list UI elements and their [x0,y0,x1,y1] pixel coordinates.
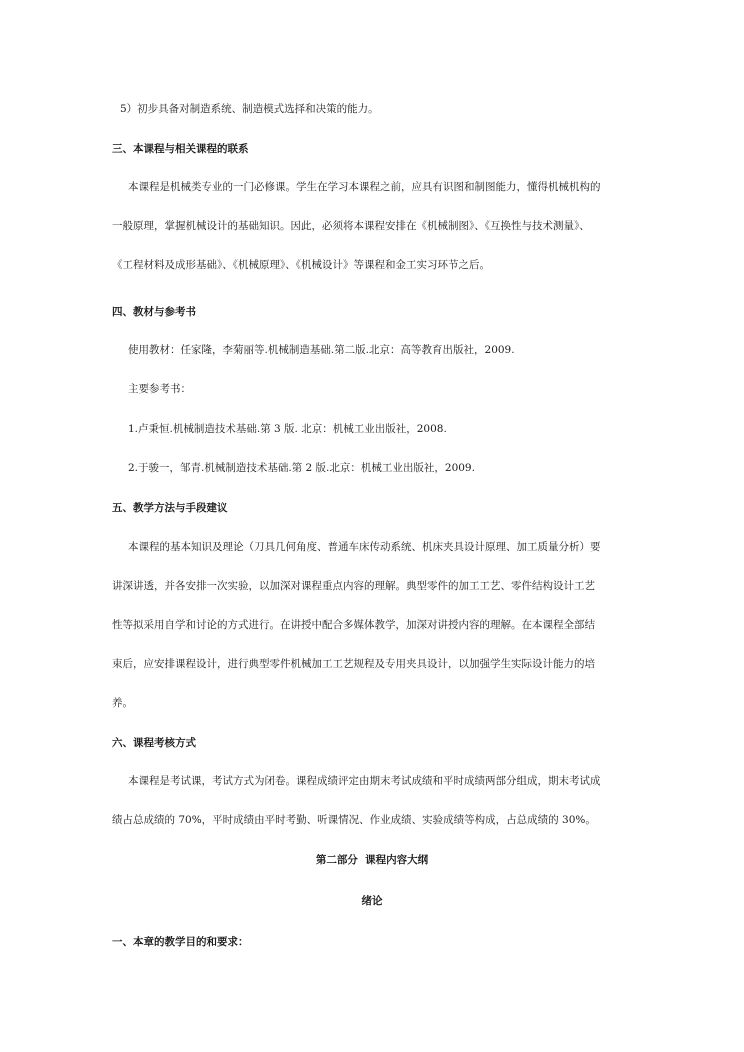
reference-2: 2.于骏一，邹青.机械制造技术基础.第 2 版.北京：机械工业出版社，2009. [128,462,475,474]
section-5-line-4: 束后，应安排课程设计，进行典型零件机械加工工艺规程及专用夹具设计，以加强学生实际设计能力的培 [112,658,595,670]
section-5-heading: 五、教学方法与手段建议 [112,502,228,514]
section-6-line-2: 绩占总成绩的 70%，平时成绩由平时考勤、听课情况、作业成绩、实验成绩等构成，占总成绩的 30%。 [112,814,596,826]
section-3-line-2: 一般原理，掌握机械设计的基础知识。因此，必须将本课程安排在《机械制图》、《互换性与技术测量》、 [112,220,590,232]
section-6-line-1: 本课程是考试课，考试方式为闭卷。课程成绩评定由期末考试成绩和平时成绩两部分组成，期末考试成 [128,775,601,787]
refs-label: 主要参考书： [128,383,191,395]
reference-1: 1.卢秉恒.机械制造技术基础.第 3 版. 北京：机械工业出版社，2008. [128,423,447,435]
intro-title: 绪论 [361,895,383,907]
section-4-heading: 四、教材与参考书 [112,306,196,318]
section-5-line-5: 养。 [112,697,133,709]
section-3-line-3: 《工程材料及成形基础》、《机械原理》、《机械设计》等课程和金工实习环节之后。 [112,259,490,271]
section-3-line-1: 本课程是机械类专业的一门必修课。学生在学习本课程之前，应具有识图和制图能力，懂得机械机构的 [128,181,601,193]
section-5-line-2: 讲深讲透，并各安排一次实验，以加深对课程重点内容的理解。典型零件的加工工艺、零件结构设计工艺 [112,580,595,592]
part-2-title: 第二部分 课程内容大纲 [315,854,429,866]
textbook-line: 使用教材：任家隆，李菊丽等.机械制造基础.第二版.北京：高等教育出版社，2009. [128,344,515,356]
chapter-goal-heading: 一、本章的教学目的和要求： [112,936,249,948]
section-6-heading: 六、课程考核方式 [112,737,196,749]
section-5-line-3: 性等拟采用自学和讨论的方式进行。在讲授中配合多媒体教学，加深对讲授内容的理解。在本课程全部结 [112,619,595,631]
section-3-heading: 三、本课程与相关课程的联系 [112,143,249,155]
item-5-text: 5）初步具备对制造系统、制造模式选择和决策的能力。 [120,103,379,115]
section-5-line-1: 本课程的基本知识及理论（刀具几何角度、普通车床传动系统、机床夹具设计原理、加工质量分析）要 [128,541,601,553]
